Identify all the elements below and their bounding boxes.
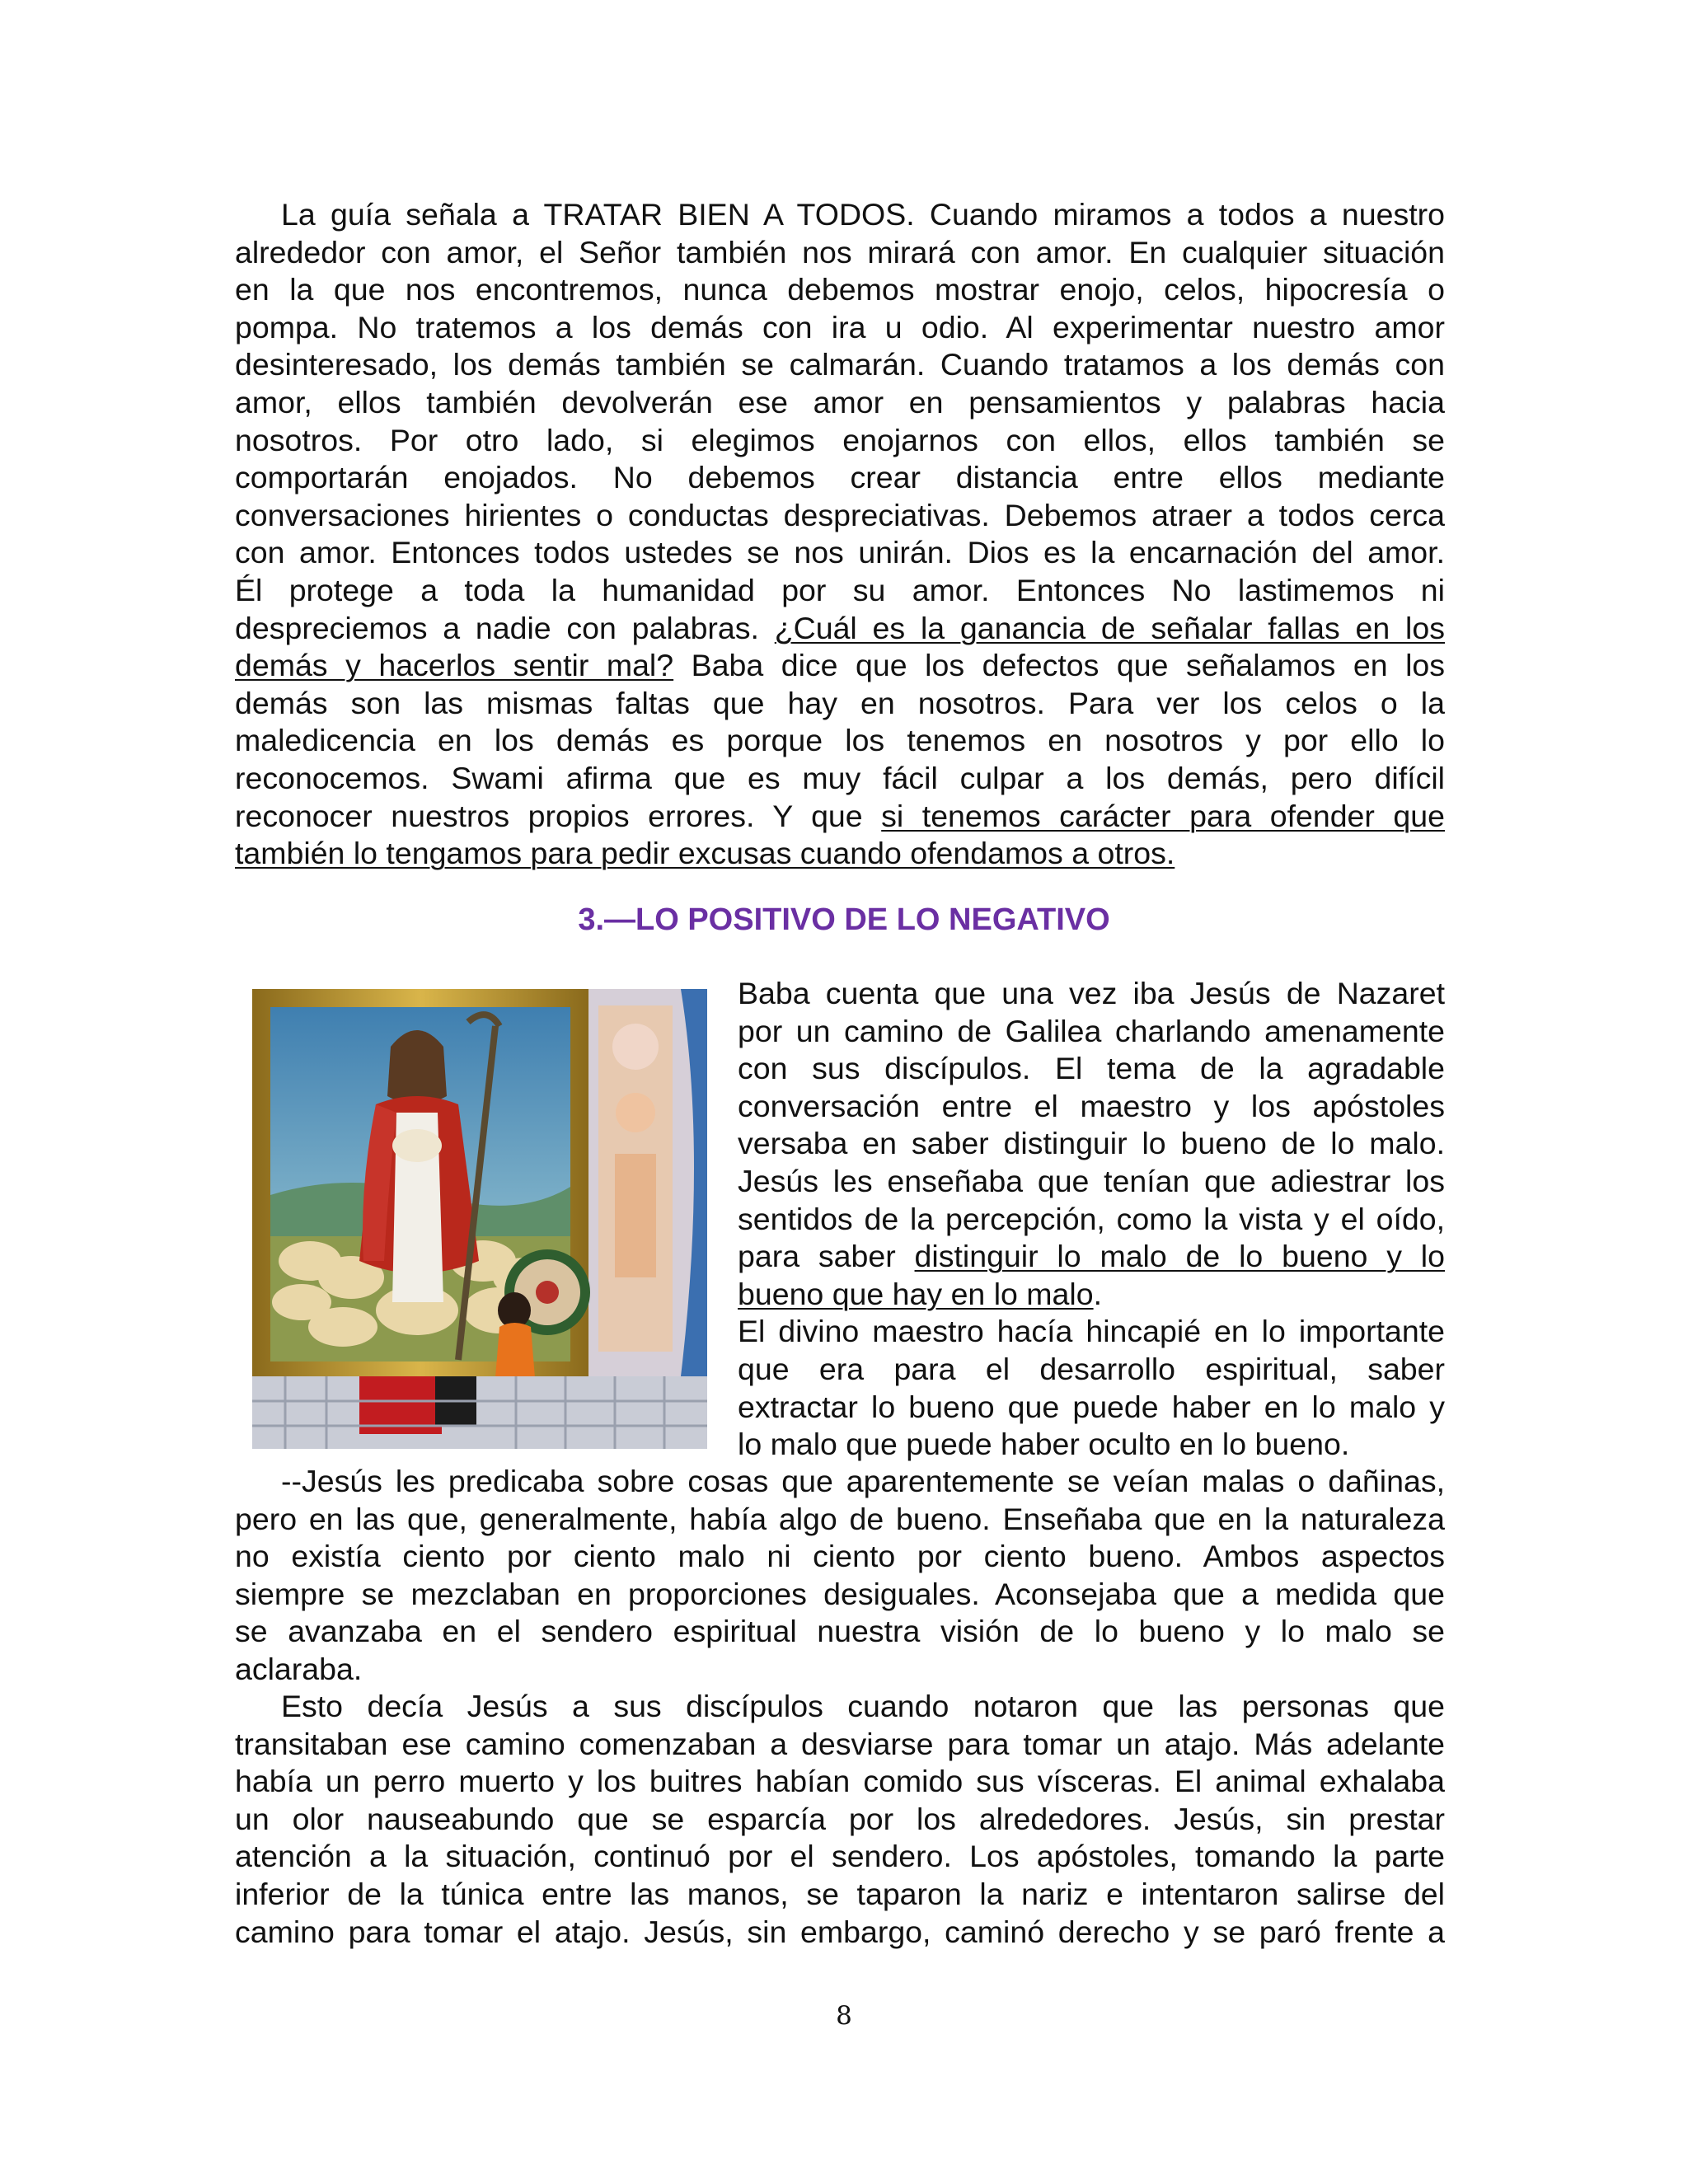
- text-line: conversación entre el maestro y los apóstoles: [738, 1088, 1445, 1123]
- text-line: versaba en saber distinguir lo bueno de lo malo.: [738, 1126, 1445, 1161]
- text-run: .: [1093, 1276, 1103, 1311]
- text-line: nosotros. Por otro lado, si elegimos enojarnos con ellos, ellos también se: [235, 422, 1445, 457]
- text-line: desinteresado, los demás también se calmarán. Cuando tratamos a los demás con: [235, 347, 1445, 382]
- text-line: extractar lo bueno que puede haber en lo malo y: [738, 1389, 1445, 1424]
- text-line: Baba cuenta que una vez iba Jesús de Nazaret: [738, 976, 1445, 1010]
- underlined-question-end: demás y hacerlos sentir mal?: [235, 648, 674, 683]
- text-line: lo malo que puede haber oculto en lo bueno.: [738, 1427, 1350, 1462]
- underlined-phrase: distinguir lo malo de lo bueno y lo: [914, 1239, 1445, 1274]
- text-run: Baba dice que los defectos que señalamos en los: [673, 648, 1445, 683]
- text-run: para saber: [738, 1239, 915, 1274]
- text-line: amor, ellos también devolverán ese amor en pensamientos y palabras hacia: [235, 384, 1445, 419]
- text-line: con sus discípulos. El tema de la agradable: [738, 1051, 1445, 1086]
- underlined-phrase-end: también lo tengamos para pedir excusas cuando ofendamos a otros.: [235, 836, 1175, 871]
- text-line: [738, 1276, 1445, 1314]
- text-line: se avanzaba en el sendero espiritual nuestra visión de lo bueno y lo malo se: [235, 1614, 1445, 1649]
- text-run: despreciemos a nadie con palabras.: [235, 610, 775, 645]
- text-run: reconocer nuestros propios errores. Y que: [235, 798, 882, 833]
- text-line: Esto decía Jesús a sus discípulos cuando notaron que las personas que: [281, 1689, 1445, 1723]
- text-line: Él protege a toda la humanidad por su amor. Entonces No lastimemos ni: [235, 572, 1445, 607]
- text-line: inferior de la túnica entre las manos, se taparon la nariz e intentaron salirse del: [235, 1876, 1445, 1911]
- text-line: pero en las que, generalmente, había algo de bueno. Enseñaba que en la naturaleza: [235, 1501, 1445, 1536]
- text-line: transitaban ese camino comenzaban a desviarse para tomar un atajo. Más adelante: [235, 1726, 1445, 1761]
- text-line: El divino maestro hacía hincapié en lo importante: [738, 1314, 1445, 1349]
- text-line: sentidos de la percepción, como la vista y el oído,: [738, 1201, 1445, 1236]
- text-line: alrededor con amor, el Señor también nos mirará con amor. En cualquier situación: [235, 234, 1445, 269]
- underlined-phrase: si tenemos carácter para ofender que: [881, 798, 1445, 833]
- paragraph-jesus-galilea: [738, 975, 1445, 1464]
- paragraph-jesus-predicaba: [235, 1463, 1445, 1689]
- text-line: por un camino de Galilea charlando amenamente: [738, 1013, 1445, 1048]
- paragraph-tratar-bien: [235, 196, 1445, 873]
- text-line: Jesús les enseñaba que tenían que adiestrar los: [738, 1163, 1445, 1198]
- text-line: con amor. Entonces todos ustedes se nos unirán. Dios es la encarnación del amor.: [235, 535, 1445, 570]
- jesus-shepherd-painting-image: [252, 989, 707, 1449]
- text-line: [235, 610, 1445, 648]
- text-line: reconocemos. Swami afirma que es muy fácil culpar a los demás, pero difícil: [235, 760, 1445, 795]
- text-line: comportarán enojados. No debemos crear distancia entre ellos mediante: [235, 460, 1445, 495]
- text-line: no existía ciento por ciento malo ni ciento por ciento bueno. Ambos aspectos: [235, 1539, 1445, 1574]
- text-line: conversaciones hirientes o conductas despreciativas. Debemos atraer a todos cerca: [235, 497, 1445, 532]
- text-line: pompa. No tratemos a los demás con ira u odio. Al experimentar nuestro amor: [235, 309, 1445, 344]
- text-line: La guía señala a TRATAR BIEN A TODOS. Cuando miramos a todos a nuestro: [281, 197, 1445, 232]
- text-line: aclaraba.: [235, 1651, 363, 1686]
- paragraph-perro-muerto: [235, 1688, 1445, 1951]
- text-line: un olor nauseabundo que se esparcía por los alrededores. Jesús, sin prestar: [235, 1801, 1445, 1836]
- text-line: había un perro muerto y los buitres habían comido sus vísceras. El animal exhalaba: [235, 1764, 1445, 1799]
- page-number: 8: [836, 2001, 852, 2031]
- section-heading: 3.—LO POSITIVO DE LO NEGATIVO: [578, 902, 1110, 937]
- text-line: maledicencia en los demás es porque los tenemos en nosotros y por ello lo: [235, 723, 1445, 758]
- underlined-question: ¿Cuál es la ganancia de señalar fallas en los: [774, 610, 1445, 645]
- text-line: demás son las mismas faltas que hay en nosotros. Para ver los celos o la: [235, 685, 1445, 720]
- underlined-phrase-end: bueno que hay en lo malo: [738, 1276, 1094, 1311]
- text-line: siempre se mezclaban en proporciones desiguales. Aconsejaba que a medida que: [235, 1576, 1445, 1611]
- text-line: --Jesús les predicaba sobre cosas que aparentemente se veían malas o dañinas,: [281, 1464, 1445, 1498]
- text-line: camino para tomar el atajo. Jesús, sin embargo, caminó derecho y se paró frente a: [235, 1914, 1445, 1949]
- text-line: que era para el desarrollo espiritual, saber: [738, 1351, 1445, 1386]
- text-line: [235, 798, 1445, 836]
- text-line: en la que nos encontremos, nunca debemos mostrar enojo, celos, hipocresía o: [235, 272, 1445, 307]
- text-line: [235, 647, 1445, 685]
- text-line: [235, 835, 1445, 873]
- text-line: [738, 1238, 1445, 1276]
- text-line: atención a la situación, continuó por el sendero. Los apóstoles, tomando la parte: [235, 1839, 1445, 1874]
